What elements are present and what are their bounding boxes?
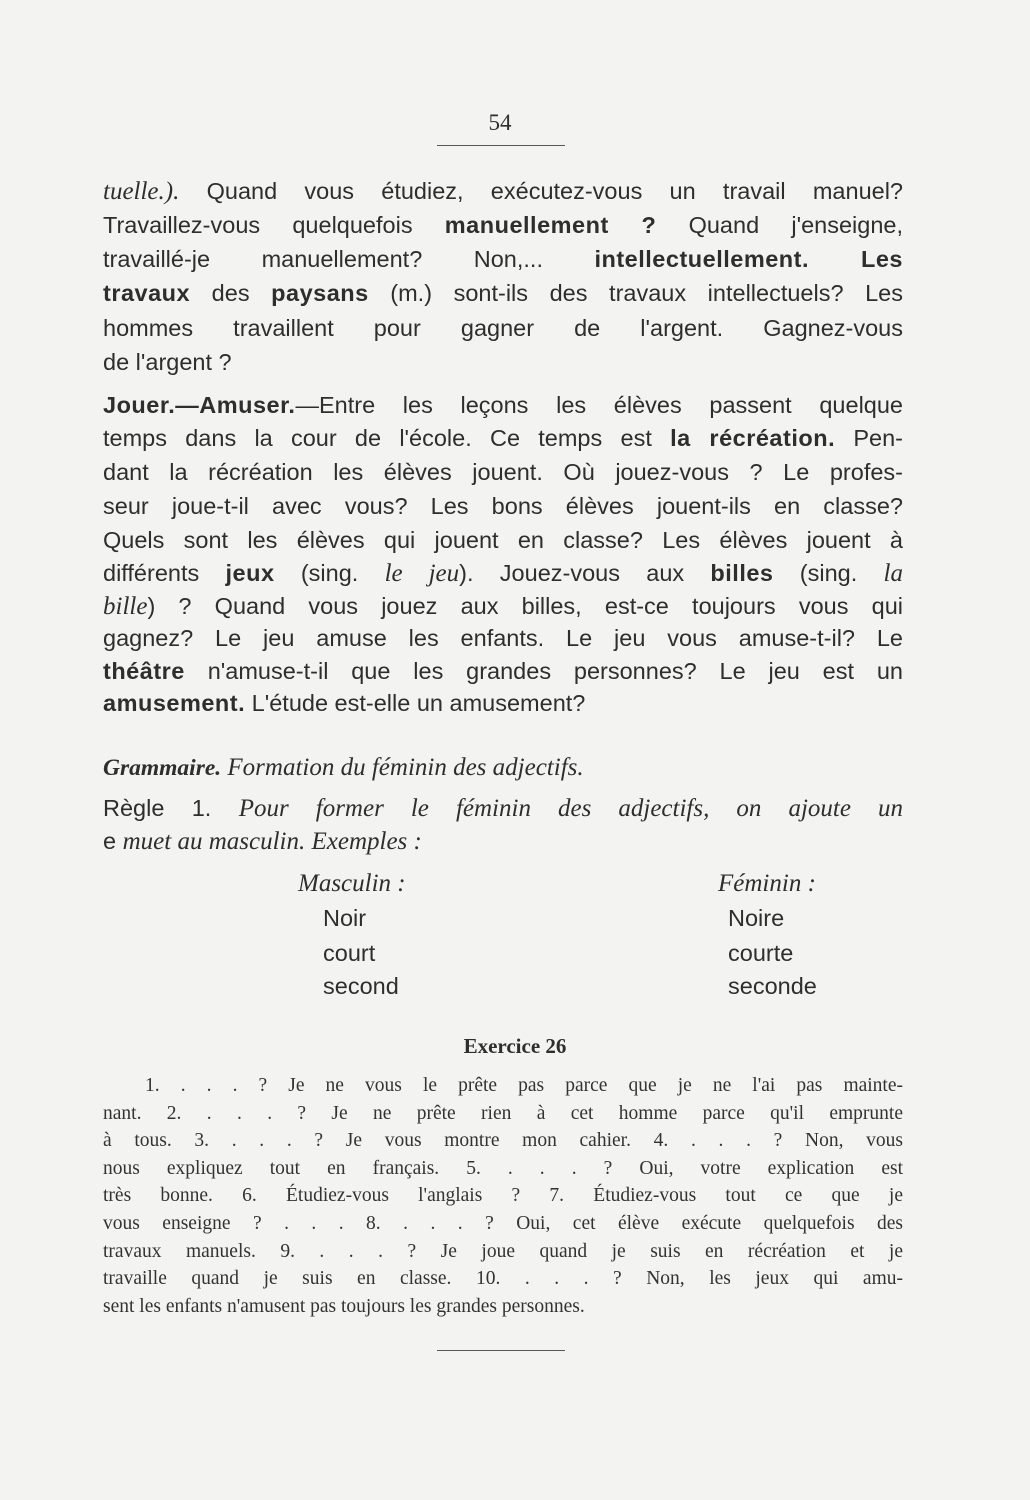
body-line [103, 623, 903, 653]
bold-term: travaux [103, 280, 191, 306]
exercise-line: 1. . . . ? Je ne vous le prête pas parce que je ne l'ai pas mainte- [145, 1075, 903, 1096]
rule-line [103, 793, 903, 824]
exercise-line: très bonne. 6. Étudiez-vous l'anglais ? 7. Étudiez-vous tout ce que je [103, 1185, 903, 1207]
masculine-form: Noir [323, 905, 367, 931]
footer-rule [437, 1350, 565, 1351]
text-run: des [190, 280, 272, 306]
italic-text: bille [103, 593, 148, 620]
italic-text: Formation du féminin des adjectifs. [221, 754, 584, 781]
bold-term: Grammaire. [103, 755, 222, 781]
feminine-form: Noire [728, 905, 785, 931]
body-line [103, 210, 903, 240]
exercise-line: travaille quand je suis en classe. 10. . . . ? Non, les jeux qui amu- [103, 1268, 903, 1290]
bold-term: amusement. [103, 690, 246, 716]
header-rule [437, 145, 565, 146]
text-run: temps dans la cour de l'école. Ce temps est [103, 425, 671, 451]
text-run: (m.) sont-ils des travaux intellectuels? Les [368, 280, 903, 306]
body-line [103, 390, 903, 420]
text-run: Règle 1. [103, 795, 239, 821]
text-run: Quels sont les élèves qui jouent en classe? Les élèves jouent à [103, 527, 903, 553]
text-run: (sing. [773, 560, 884, 586]
body-line [103, 278, 903, 308]
bold-term: manuellement ? [444, 212, 657, 238]
body-line [103, 491, 903, 521]
text-run: ) ? Quand vous jouez aux billes, est-ce toujours vous qui [147, 593, 903, 619]
text-run: hommes travaillent pour gagner de l'argent. Gagnez-vous [103, 315, 903, 341]
exercise-title: Exercice 26 [463, 1034, 567, 1058]
body-line [103, 558, 903, 589]
masculine-form: second [323, 973, 399, 999]
text-run: Quand j'enseigne, [656, 212, 903, 238]
body-line [103, 656, 903, 686]
exercise-line: à tous. 3. . . . ? Je vous montre mon cahier. 4. . . . ? Non, vous [103, 1130, 903, 1152]
text-run: n'amuse-t-il que les grandes personnes? Le jeu est un [184, 658, 903, 684]
exercise-line: vous enseigne ? . . . 8. . . . ? Oui, cet élève exécute quelquefois des [103, 1213, 903, 1234]
text-run: —Entre les leçons les élèves passent quelque [295, 392, 903, 418]
body-line [103, 347, 903, 377]
feminine-form: seconde [728, 973, 817, 999]
page-number: 54 [488, 110, 512, 135]
exercise-line: sent les enfants n'amusent pas toujours les grandes personnes. [103, 1295, 585, 1317]
text-run: Quand vous étudiez, exécutez-vous un travail manuel? [179, 178, 903, 204]
text-run: Travaillez-vous quelquefois [103, 212, 445, 238]
bold-term: intellectuellement. Les [594, 246, 903, 272]
text-run: e [103, 828, 123, 854]
text-run: de l'argent ? [103, 349, 232, 375]
text-run: L'étude est-elle un amusement? [245, 690, 586, 716]
text-run: (sing. [274, 560, 385, 586]
italic-text: muet au masculin. Exemples : [122, 828, 422, 855]
bold-term: billes [710, 560, 774, 586]
exercise-line: travaux manuels. 9. . . . ? Je joue quand je suis en récréation et je [103, 1240, 903, 1262]
bold-term: théâtre [103, 658, 185, 684]
feminine-form: courte [728, 940, 794, 966]
exercise-line: nous expliquez tout en français. 5. . . . ? Oui, votre explication est [103, 1157, 903, 1179]
body-line [103, 423, 903, 453]
italic-text: Pour former le féminin des adjectifs, on ajoute un [238, 795, 904, 822]
bold-term: paysans [271, 280, 369, 306]
text-run: différents [103, 560, 226, 586]
body-line [103, 688, 903, 718]
italic-text: tuelle.). [103, 178, 180, 205]
grammar-heading [103, 752, 903, 783]
italic-text: le jeu [384, 560, 460, 587]
italic-text: la [883, 560, 903, 587]
text-run: ). Jouez-vous aux [459, 560, 711, 586]
body-line [103, 313, 903, 343]
masculine-form: court [323, 940, 376, 966]
feminine-header: Féminin : [718, 870, 816, 897]
body-line [103, 457, 903, 487]
bold-term: la récréation. [670, 425, 836, 451]
body-line [103, 525, 903, 555]
masculine-header: Masculin : [298, 870, 406, 897]
bold-term: Jouer.—Amuser. [103, 392, 296, 418]
text-run: travaillé-je manuellement? Non,... [103, 246, 595, 272]
text-run: Pen- [835, 425, 903, 451]
text-run: dant la récréation les élèves jouent. Où jouez-vous ? Le profes- [103, 459, 903, 485]
text-run: gagnez? Le jeu amuse les enfants. Le jeu vous amuse-t-il? Le [103, 625, 903, 651]
exercise-line: nant. 2. . . . ? Je ne prête rien à cet homme parce qu'il emprunte [103, 1102, 903, 1124]
body-line [103, 244, 903, 274]
rule-line [103, 826, 903, 857]
text-run: seur joue-t-il avec vous? Les bons élèves jouent-ils en classe? [103, 493, 903, 519]
body-line [103, 176, 903, 207]
body-line [103, 591, 903, 622]
bold-term: jeux [225, 560, 275, 586]
